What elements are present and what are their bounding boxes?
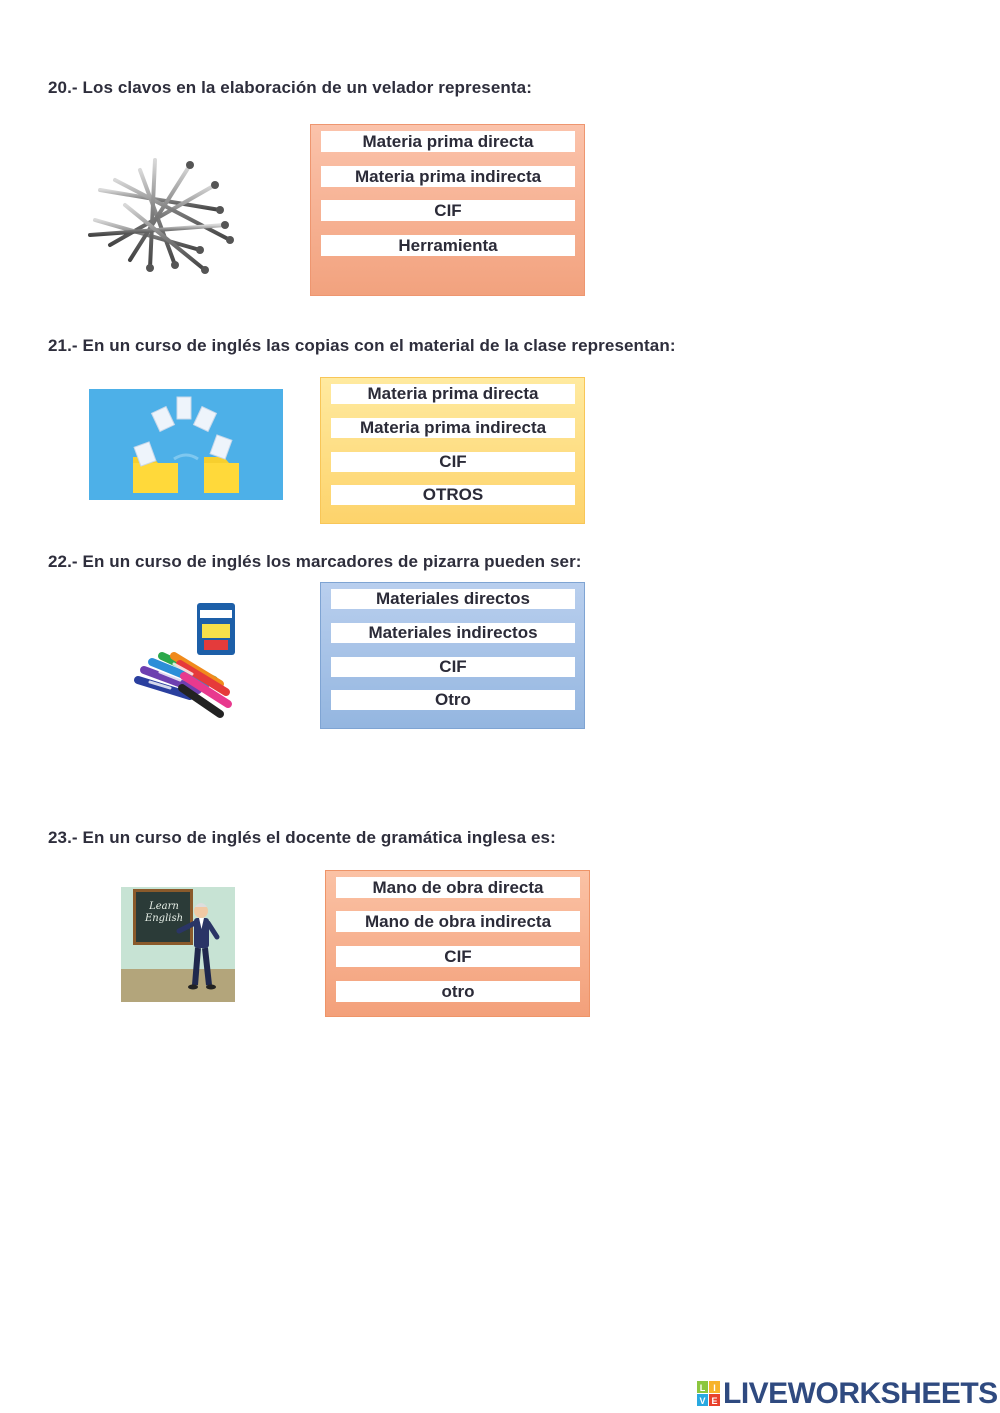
option-otro[interactable]: Otro <box>331 690 575 710</box>
svg-text:L: L <box>699 1383 706 1393</box>
teacher-image <box>121 887 235 1002</box>
question-23-prompt: 23.- En un curso de inglés el docente de gramática inglesa es: <box>48 828 556 847</box>
option-materiales-indirectos[interactable]: Materiales indirectos <box>331 623 575 643</box>
option-materia-prima-directa[interactable]: Materia prima directa <box>321 131 575 152</box>
option-otros[interactable]: OTROS <box>331 485 575 505</box>
answer-panel-22 <box>320 582 585 729</box>
nails-image <box>80 150 242 275</box>
svg-text:V: V <box>699 1396 706 1406</box>
option-otro[interactable]: otro <box>336 981 580 1002</box>
option-cif[interactable]: CIF <box>331 452 575 472</box>
question-20-prompt: 20.- Los clavos en la elaboración de un velador representa: <box>48 78 532 97</box>
question-21-prompt: 21.- En un curso de inglés las copias con el material de la clase representan: <box>48 336 676 355</box>
copies-folders-image <box>89 389 283 500</box>
answer-panel-23 <box>325 870 590 1017</box>
answer-panel-20 <box>310 124 585 296</box>
answer-panel-21 <box>320 377 585 524</box>
option-mano-de-obra-directa[interactable]: Mano de obra directa <box>336 877 580 898</box>
option-herramienta[interactable]: Herramienta <box>321 235 575 256</box>
svg-text:E: E <box>711 1396 718 1406</box>
liveworksheets-logo[interactable] <box>697 1377 998 1411</box>
option-materiales-directos[interactable]: Materiales directos <box>331 589 575 609</box>
question-22-prompt: 22.- En un curso de inglés los marcadores de pizarra pueden ser: <box>48 552 582 571</box>
option-materia-prima-directa[interactable]: Materia prima directa <box>331 384 575 404</box>
option-materia-prima-indirecta[interactable]: Materia prima indirecta <box>331 418 575 438</box>
option-cif[interactable]: CIF <box>336 946 580 967</box>
board-text: Learn English <box>144 901 184 924</box>
svg-text:I: I <box>713 1383 716 1393</box>
option-materia-prima-indirecta[interactable]: Materia prima indirecta <box>321 166 575 187</box>
option-cif[interactable]: CIF <box>331 657 575 677</box>
liveworksheets-logo-text: LIVEWORKSHEETS <box>723 1377 998 1410</box>
markers-image <box>130 600 242 720</box>
option-cif[interactable]: CIF <box>321 200 575 221</box>
liveworksheets-logo-icon <box>697 1381 721 1407</box>
option-mano-de-obra-indirecta[interactable]: Mano de obra indirecta <box>336 911 580 932</box>
